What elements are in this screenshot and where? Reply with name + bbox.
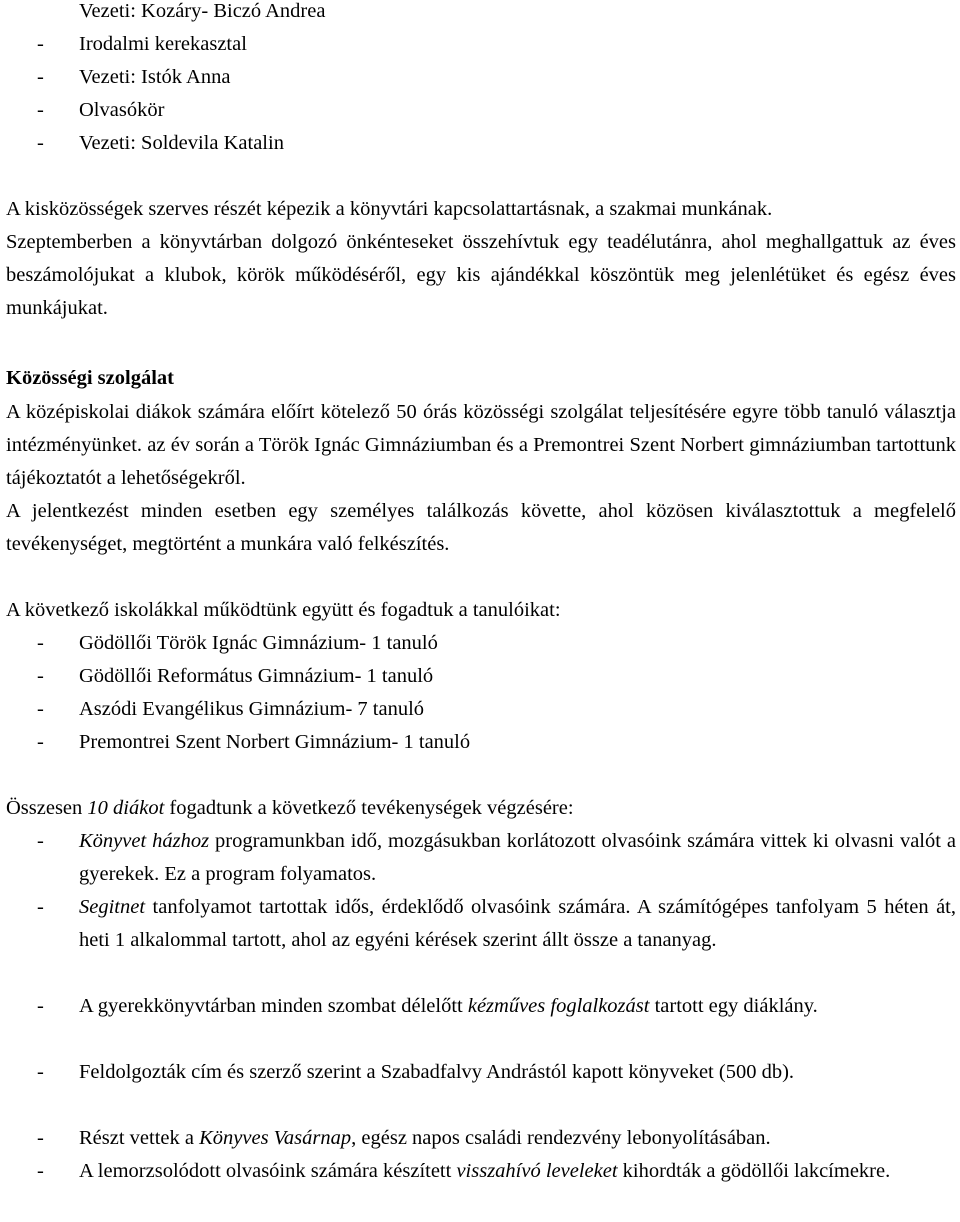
list-dash: - [37,66,44,88]
school-item: Premontrei Szent Norbert Gimnázium- 1 tanuló [79,731,471,753]
list-dash: - [37,99,44,121]
list-dash: - [37,1160,44,1182]
school-item: Aszódi Evangélikus Gimnázium- 7 tanuló [79,698,425,720]
list-item: Olvasókör [79,99,165,121]
list-dash: - [37,896,44,918]
activity-text: , egész napos családi rendezvény lebonyolításában. [351,1127,771,1149]
activity-item: Feldolgozták cím és szerző szerint a Szabadfalvy Andrástól kapott könyveket (500 db). [79,1061,795,1083]
activity-item [79,990,956,1023]
list-dash: - [37,665,44,687]
school-item: Gödöllői Török Ignác Gimnázium- 1 tanuló [79,632,438,654]
volunteer-paragraph: Szeptemberben a könyvtárban dolgozó önkénteseket összehívtuk egy teadélutánra, ahol meghallgattuk az éves beszámolójukat a klubok, körök működéséről, egy kis ajándékkal köszöntük meg jelenlétüket és egész éves munkájukat. [6,231,956,319]
list-dash: - [37,995,44,1017]
school-item: Gödöllői Református Gimnázium- 1 tanuló [79,665,434,687]
activities-intro-count: 10 diákot [87,797,165,819]
activity-course-name: Segitnet [79,896,146,918]
list-dash: - [37,632,44,654]
activity-event-name: Könyves Vasárnap [199,1127,352,1149]
list-dash: - [37,132,44,154]
section-heading: Közösségi szolgálat [6,367,174,389]
leader-line [79,0,325,28]
activities-intro-prefix: Összesen [6,797,88,819]
activities-intro-suffix: fogadtunk a következő tevékenységek végzésére: [164,797,574,819]
list-dash: - [37,1127,44,1149]
activity-text: tanfolyamot tartottak idős, érdeklődő olvasóink számára. A számítógépes tanfolyam 5 héten át, heti 1 alkalommal tartott, ahol az egyéni kérések szerint állt össze a tananyag. [79,896,956,951]
list-item: Irodalmi kerekasztal [79,33,247,55]
list-dash: - [37,731,44,753]
activity-item [79,891,956,957]
intro-line: A kisközösségek szerves részét képezik a könyvtári kapcsolattartásnak, a szakmai munkának. [6,198,773,220]
activity-item [79,825,956,891]
application-paragraph: A jelentkezést minden esetben egy személyes találkozás követte, ahol közösen kiválasztottuk a megfelelő tevékenységet, megtörtént a munkára való felkészítés. [6,500,956,555]
activity-text: tartott egy diáklány. [649,995,818,1017]
activity-text: programunkban idő, mozgásukban korlátozott olvasóink számára vittek ki olvasni valót a gyerekek. Ez a program folyamatos. [79,830,956,885]
list-dash: - [37,33,44,55]
list-dash: - [37,698,44,720]
activity-program-name: Könyvet házhoz [79,830,210,852]
activity-text: A lemorzsolódott olvasóink számára készített [79,1160,457,1182]
list-item: Vezeti: Istók Anna [79,66,231,88]
activity-text: kihordták a gödöllői lakcímekre. [617,1160,891,1182]
list-dash: - [37,830,44,852]
community-paragraph: A középiskolai diákok számára előírt kötelező 50 órás közösségi szolgálat teljesítésére egyre több tanuló választja intézményünket. az év során a Török Ignác Gimnáziumban és a Premontrei Szent Norbert gimnáziumban tartottunk tájékoztatót a lehetőségekről. [6,401,956,489]
activity-item [79,1155,956,1188]
activities-intro [6,792,574,825]
activity-workshop-name: kézműves foglalkozást [467,995,650,1017]
activity-text: Részt vettek a [79,1127,200,1149]
activity-letter-name: visszahívó leveleket [456,1160,618,1182]
list-dash: - [37,1061,44,1083]
schools-intro: A következő iskolákkal működtünk együtt és fogadtuk a tanulóikat: [6,599,561,621]
list-item: Vezeti: Soldevila Katalin [79,132,284,154]
leader-text: Vezeti: Kozáry- Biczó Andrea [79,0,326,22]
activity-text: A gyerekkönyvtárban minden szombat délelőtt [79,995,468,1017]
activity-item [79,1122,956,1155]
